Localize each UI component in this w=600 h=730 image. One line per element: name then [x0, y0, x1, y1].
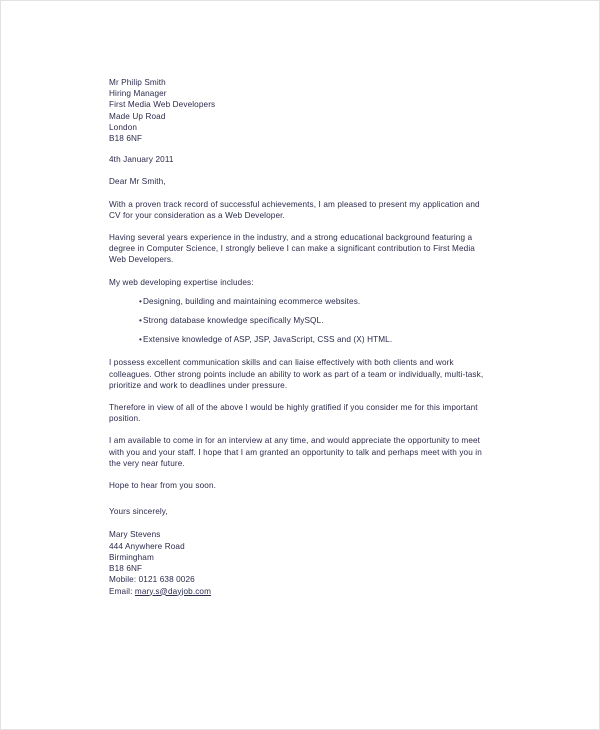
- list-item: [109, 334, 489, 345]
- letter-body: [109, 77, 489, 597]
- paragraph-opening: [109, 199, 489, 221]
- paragraph-background: [109, 232, 489, 266]
- sender-name: Mary Stevens: [109, 530, 161, 540]
- letter-date: 4th January 2011: [109, 155, 174, 165]
- recipient-city: London: [109, 122, 138, 132]
- bullet-marker-icon: •: [139, 316, 142, 326]
- paragraph-opening-text: With a proven track record of successful achievements, I am pleased to present my application and CV for your consideration as a Web Developer.: [109, 199, 480, 220]
- paragraph-hope-text: Hope to hear from you soon.: [109, 481, 217, 491]
- skills-intro: My web developing expertise includes:: [109, 277, 254, 287]
- bullet-marker-icon: •: [139, 335, 142, 345]
- sender-postcode: B18 6NF: [109, 564, 143, 574]
- email-label: Email:: [109, 586, 135, 596]
- skills-bullet-list: [109, 296, 489, 346]
- paragraph-background-text: Having several years experience in the industry, and a strong educational background featuring a degree in Computer Science, I strongly believe I can make a significant contribution to First Media Web Developers.: [109, 233, 475, 265]
- recipient-name: Mr Philip Smith: [109, 78, 166, 87]
- recipient-street: Made Up Road: [109, 111, 166, 121]
- bullet-marker-icon: •: [139, 296, 142, 306]
- paragraph-availability-text: I am available to come in for an interview at any time, and would appreciate the opportunity to meet with you and your staff. I hope that I am granted an opportunity to talk and perhaps meet with you in the very near future.: [109, 436, 482, 468]
- recipient-company: First Media Web Developers: [109, 100, 216, 110]
- paragraph-consideration: [109, 402, 489, 424]
- sender-city: Birmingham: [109, 552, 154, 562]
- letter-salutation: Dear Mr Smith,: [109, 177, 166, 187]
- list-item: [109, 296, 489, 307]
- paragraph-hope: [109, 480, 489, 491]
- paragraph-availability: [109, 435, 489, 469]
- list-item-label: Extensive knowledge of ASP, JSP, JavaScript, CSS and (X) HTML.: [143, 335, 393, 345]
- list-item: [109, 315, 489, 326]
- recipient-postcode: B18 6NF: [109, 134, 143, 144]
- list-item-label: Designing, building and maintaining ecommerce websites.: [143, 296, 361, 306]
- paragraph-consideration-text: Therefore in view of all of the above I would be highly gratified if you consider me for this important position.: [109, 403, 478, 424]
- sender-email-line: [109, 586, 489, 597]
- sender-mobile: Mobile: 0121 638 0026: [109, 575, 195, 585]
- sender-address-block: [109, 529, 489, 596]
- recipient-job-title: Hiring Manager: [109, 89, 167, 99]
- letter-signoff: Yours sincerely,: [109, 507, 168, 517]
- recipient-address-block: [109, 77, 489, 144]
- list-item-label: Strong database knowledge specifically MySQL.: [143, 316, 324, 326]
- sender-email-link[interactable]: mary.s@dayjob.com: [134, 586, 212, 596]
- sender-street: 444 Anywhere Road: [109, 541, 185, 551]
- paragraph-communication-text: I possess excellent communication skills and can liaise effectively with both clients and work colleagues. Other strong points include an ability to work as part of a team or individually, multi-task, prioritize and work to deadlines under pressure.: [109, 358, 484, 390]
- paragraph-communication: [109, 357, 489, 391]
